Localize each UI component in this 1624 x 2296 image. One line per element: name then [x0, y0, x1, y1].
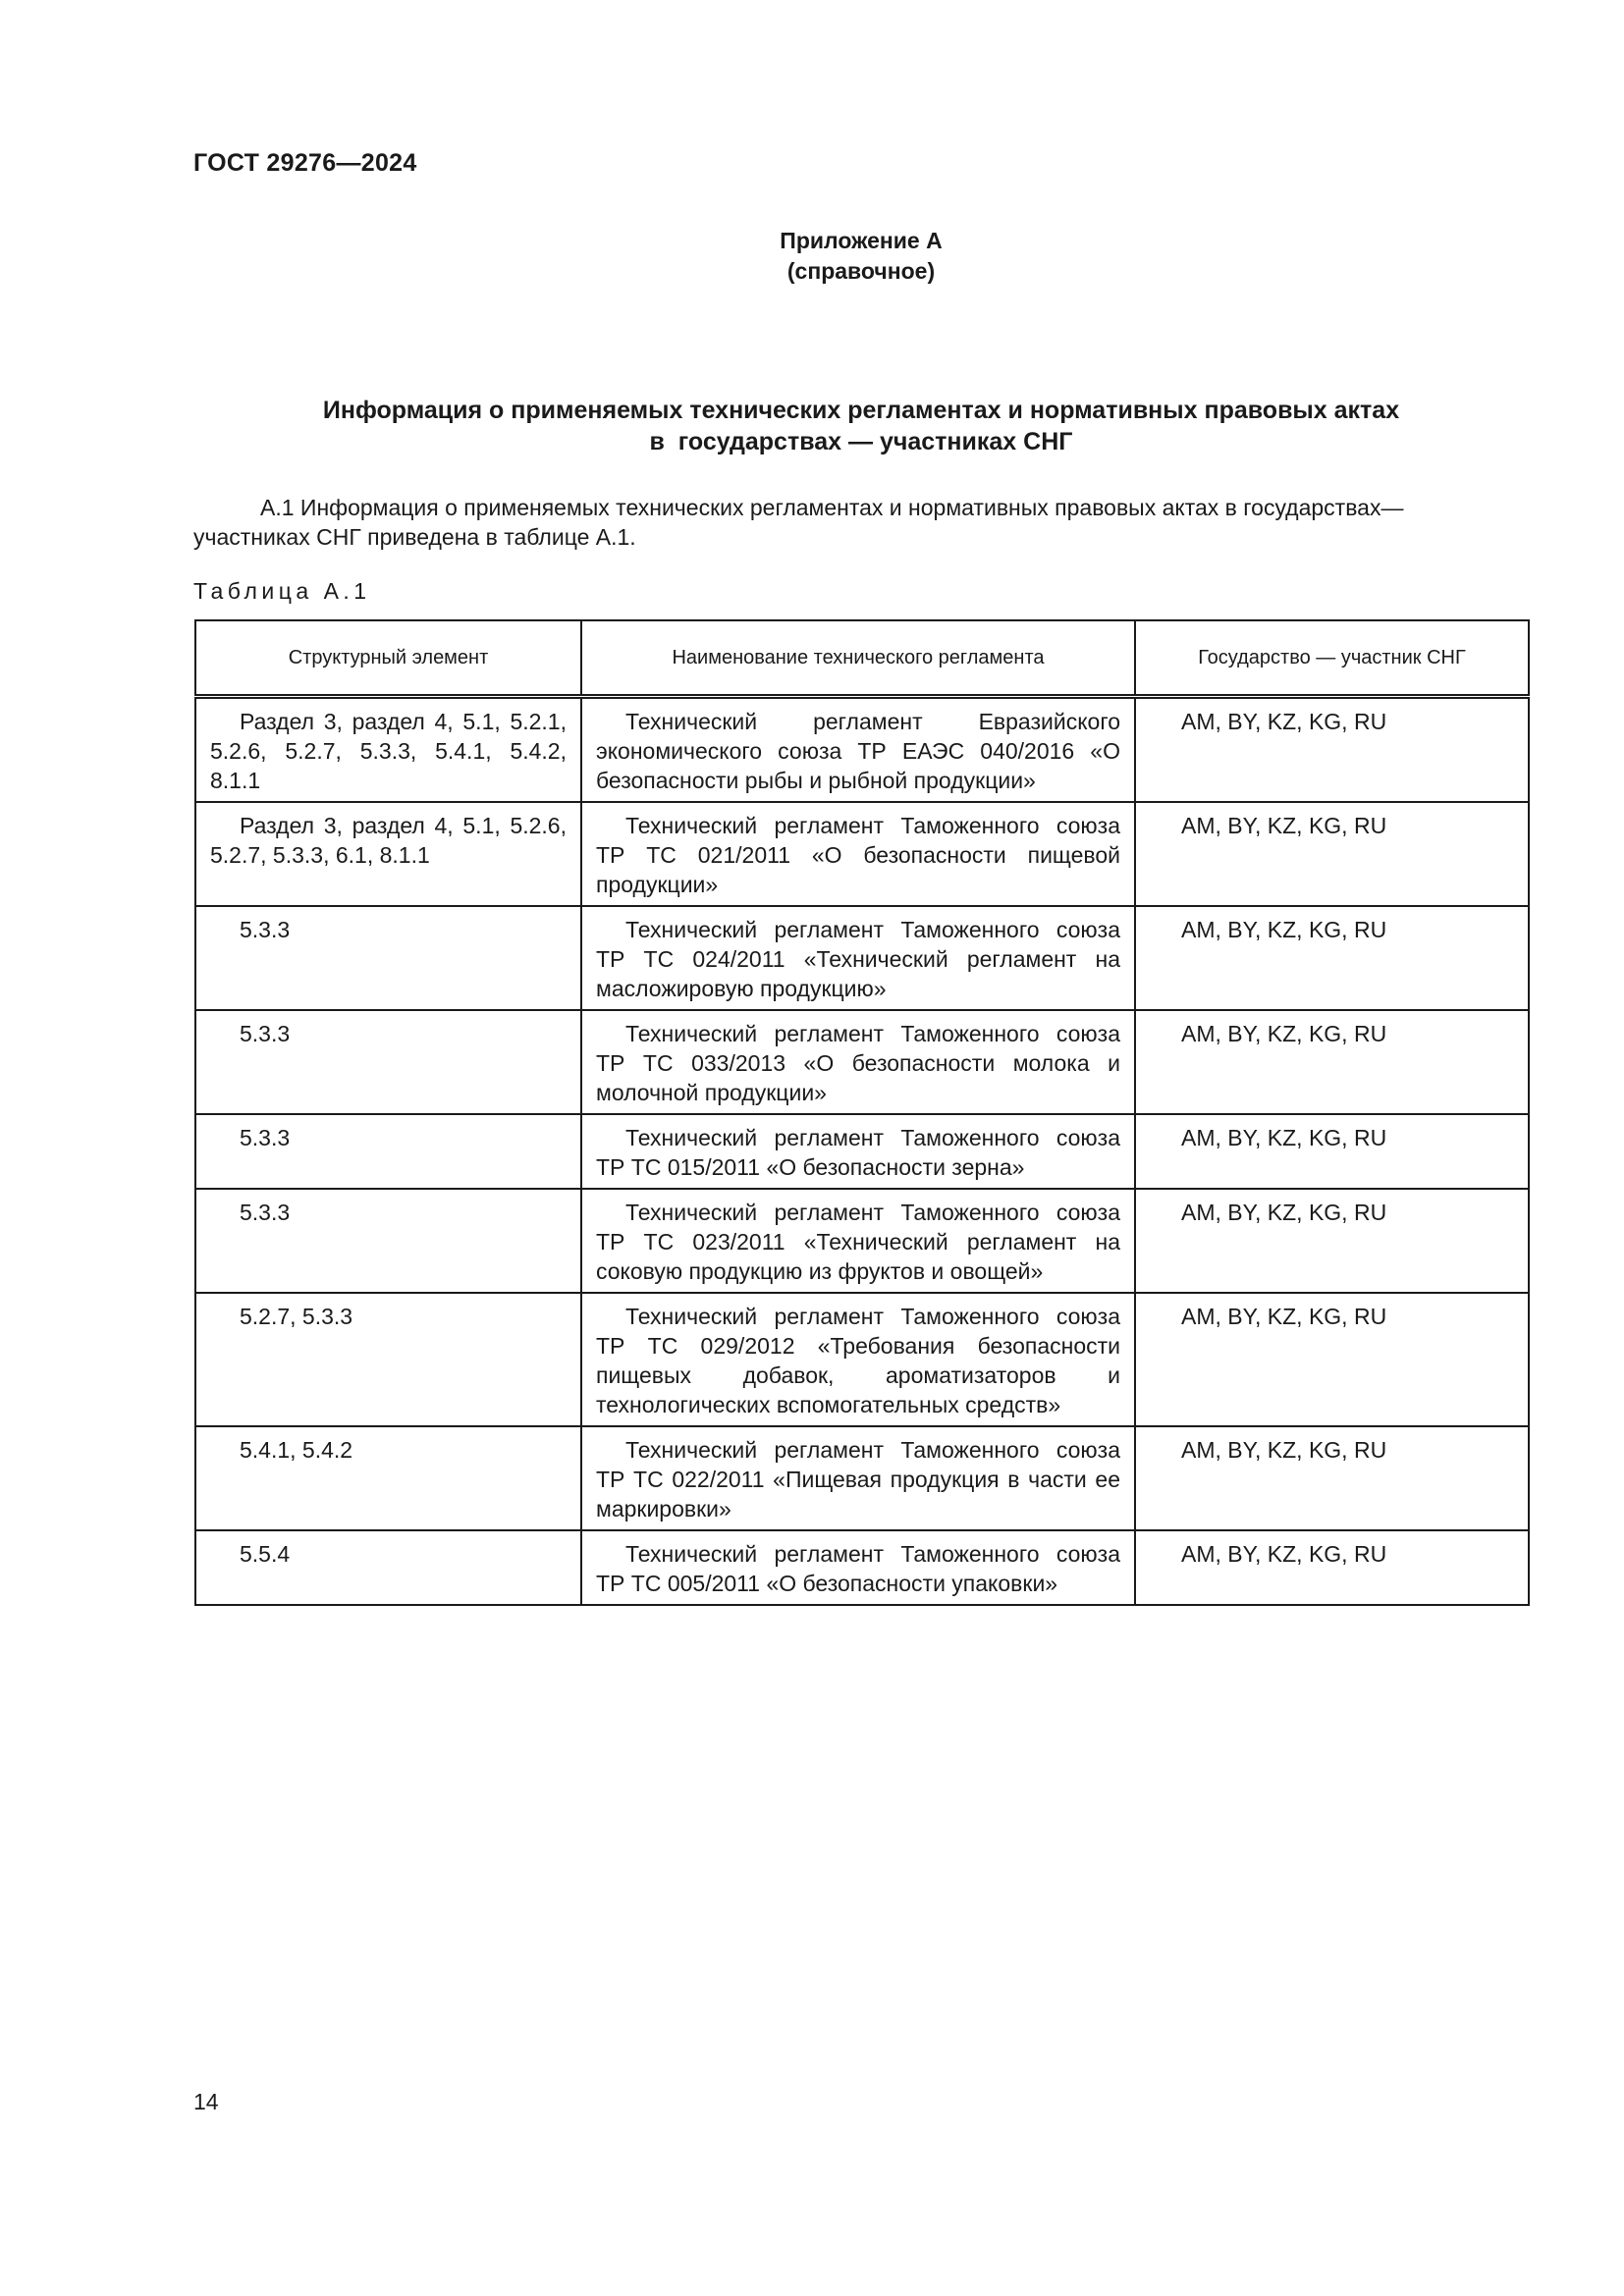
cell-structural-element-text: 5.3.3	[240, 917, 291, 942]
cell-regulation-name-text: Технический регламент Таможенного союза ТР ТС 023/2011 «Технический регламент на соковую продукцию из фруктов и овощей»	[596, 1200, 1120, 1284]
cell-member-states: AM, BY, KZ, KG, RU	[1135, 1426, 1529, 1530]
cell-structural-element-text: 5.5.4	[240, 1541, 291, 1567]
cell-structural-element-text: 5.4.1, 5.4.2	[240, 1437, 353, 1463]
table-row	[195, 1426, 1529, 1530]
section-title	[193, 395, 1529, 457]
cell-structural-element-text: 5.3.3	[240, 1125, 291, 1150]
appendix-heading	[193, 226, 1529, 287]
cell-structural-element	[195, 1010, 581, 1114]
cell-structural-element-text: 5.3.3	[240, 1200, 291, 1225]
table-caption: Таблица А.1	[193, 578, 371, 604]
document-code: ГОСТ 29276—2024	[193, 149, 417, 177]
cell-regulation-name	[581, 697, 1135, 803]
cell-member-states: AM, BY, KZ, KG, RU	[1135, 802, 1529, 906]
cell-structural-element-text: Раздел 3, раздел 4, 5.1, 5.2.6, 5.2.7, 5.3.3, 6.1, 8.1.1	[210, 813, 567, 868]
cell-member-states: AM, BY, KZ, KG, RU	[1135, 1189, 1529, 1293]
section-title-line-1: Информация о применяемых технических регламентах и нормативных правовых актах	[322, 397, 1400, 424]
cell-regulation-name	[581, 1189, 1135, 1293]
header-regulation-name: Наименование технического регламента	[581, 620, 1135, 697]
table-row	[195, 1189, 1529, 1293]
cell-structural-element	[195, 1530, 581, 1605]
intro-paragraph: А.1 Информация о применяемых технических регламентах и нормативных правовых актах в государствах— участниках СНГ приведена в таблице А.1.	[193, 495, 1404, 550]
cell-regulation-name-text: Технический регламент Евразийского экономического союза ТР ЕАЭС 040/2016 «О безопасности рыбы и рыбной продукции»	[596, 709, 1120, 793]
cell-regulation-name	[581, 906, 1135, 1010]
cell-structural-element	[195, 1114, 581, 1189]
cell-structural-element	[195, 802, 581, 906]
cell-regulation-name	[581, 1293, 1135, 1426]
page-number: 14	[193, 2089, 219, 2114]
table-row	[195, 1114, 1529, 1189]
cell-regulation-name	[581, 1426, 1135, 1530]
cell-structural-element	[195, 1293, 581, 1426]
table-header-row	[195, 620, 1529, 697]
table-row	[195, 697, 1529, 803]
cell-structural-element	[195, 906, 581, 1010]
cell-structural-element	[195, 1189, 581, 1293]
cell-regulation-name	[581, 1010, 1135, 1114]
cell-structural-element	[195, 1426, 581, 1530]
cell-member-states: AM, BY, KZ, KG, RU	[1135, 1530, 1529, 1605]
table-body	[195, 697, 1529, 1606]
cell-regulation-name	[581, 802, 1135, 906]
regulations-table	[194, 619, 1530, 1606]
cell-member-states: AM, BY, KZ, KG, RU	[1135, 1114, 1529, 1189]
cell-structural-element-text: Раздел 3, раздел 4, 5.1, 5.2.1, 5.2.6, 5.2.7, 5.3.3, 5.4.1, 5.4.2, 8.1.1	[210, 709, 567, 793]
cell-regulation-name-text: Технический регламент Таможенного союза ТР ТС 024/2011 «Технический регламент на масложировую продукцию»	[596, 917, 1120, 1001]
table-row	[195, 1293, 1529, 1426]
cell-regulation-name-text: Технический регламент Таможенного союза ТР ТС 015/2011 «О безопасности зерна»	[596, 1125, 1120, 1180]
table-row	[195, 1530, 1529, 1605]
cell-regulation-name	[581, 1530, 1135, 1605]
cell-regulation-name	[581, 1114, 1135, 1189]
appendix-subtitle: (справочное)	[786, 258, 936, 284]
cell-regulation-name-text: Технический регламент Таможенного союза ТР ТС 029/2012 «Требования безопасности пищевых добавок, ароматизаторов и технологических вспомогательных средств»	[596, 1304, 1120, 1417]
table-row	[195, 802, 1529, 906]
cell-member-states: AM, BY, KZ, KG, RU	[1135, 906, 1529, 1010]
cell-structural-element-text: 5.3.3	[240, 1021, 291, 1046]
header-member-state: Государство — участник СНГ	[1135, 620, 1529, 697]
table-row	[195, 906, 1529, 1010]
cell-structural-element-text: 5.2.7, 5.3.3	[240, 1304, 353, 1329]
cell-structural-element	[195, 697, 581, 803]
table-row	[195, 1010, 1529, 1114]
header-structural-element: Структурный элемент	[195, 620, 581, 697]
appendix-title: Приложение А	[780, 228, 943, 253]
section-title-line-2: в государствах — участниках СНГ	[649, 428, 1073, 455]
cell-regulation-name-text: Технический регламент Таможенного союза ТР ТС 033/2013 «О безопасности молока и молочной продукции»	[596, 1021, 1120, 1105]
cell-regulation-name-text: Технический регламент Таможенного союза ТР ТС 005/2011 «О безопасности упаковки»	[596, 1541, 1120, 1596]
cell-regulation-name-text: Технический регламент Таможенного союза ТР ТС 022/2011 «Пищевая продукция в части ее маркировки»	[596, 1437, 1120, 1522]
cell-regulation-name-text: Технический регламент Таможенного союза ТР ТС 021/2011 «О безопасности пищевой продукции»	[596, 813, 1120, 897]
cell-member-states: AM, BY, KZ, KG, RU	[1135, 1010, 1529, 1114]
cell-member-states: AM, BY, KZ, KG, RU	[1135, 697, 1529, 803]
cell-member-states: AM, BY, KZ, KG, RU	[1135, 1293, 1529, 1426]
